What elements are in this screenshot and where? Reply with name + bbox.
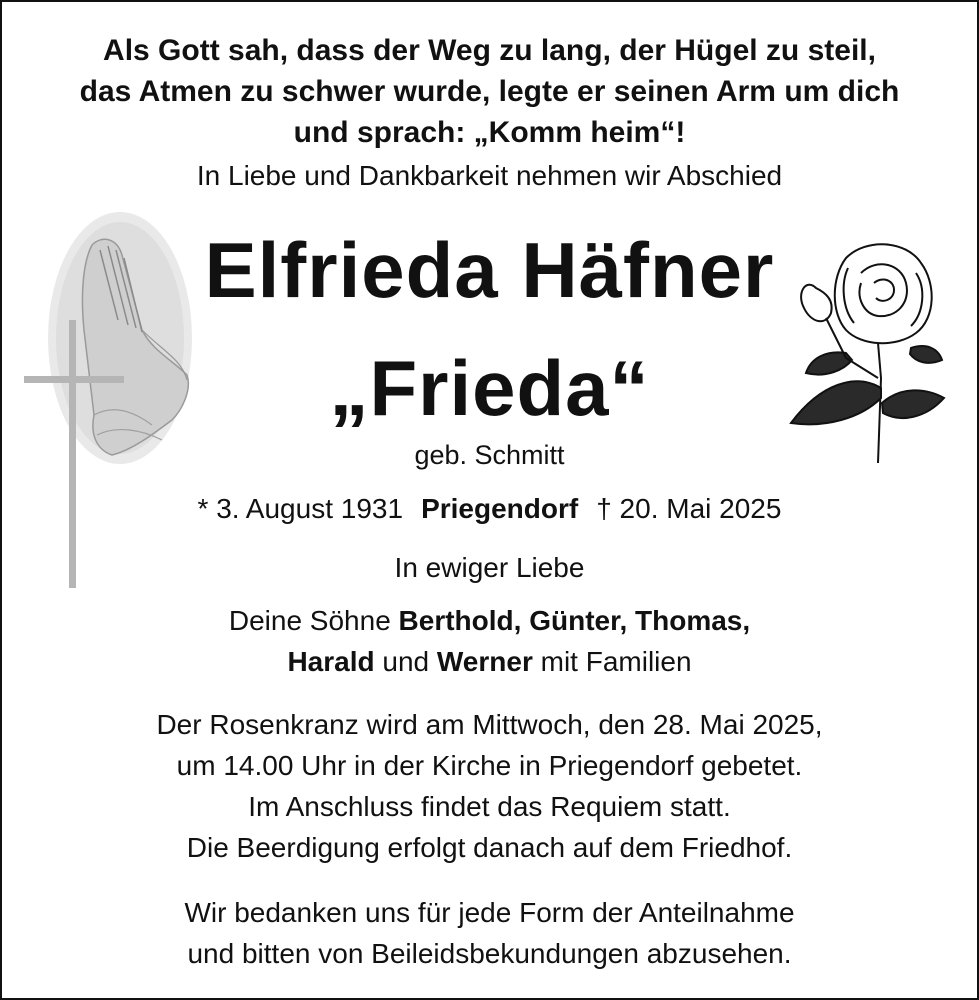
deceased-nickname: „Frieda“ xyxy=(329,344,650,432)
family-names: Berthold, Günter, Thomas, xyxy=(398,605,751,636)
birth-name: geb. Schmitt xyxy=(414,440,565,470)
service-line: Der Rosenkranz wird am Mittwoch, den 28. Mai 2025, xyxy=(156,709,823,740)
death-date: † 20. Mai 2025 xyxy=(596,493,782,524)
family-name: Werner xyxy=(436,646,533,677)
service-line: Im Anschluss findet das Requiem statt. xyxy=(248,791,731,822)
family-signature xyxy=(0,600,979,682)
family-conjunction: und xyxy=(382,646,430,677)
family-prefix: Deine Söhne xyxy=(228,605,391,636)
poem xyxy=(0,30,979,153)
family-line-1 xyxy=(0,600,979,641)
intro-text: In Liebe und Dankbarkeit nehmen wir Abschied xyxy=(196,160,783,191)
family-name: Harald xyxy=(287,646,375,677)
thanks-line: und bitten von Beileidsbekundungen abzusehen. xyxy=(187,938,792,969)
service-line: Die Beerdigung erfolgt danach auf dem Friedhof. xyxy=(186,832,793,863)
family-line-2 xyxy=(0,641,979,682)
in-eternal-love: In ewiger Liebe xyxy=(394,552,585,583)
poem-line: Als Gott sah, dass der Weg zu lang, der Hügel zu steil, xyxy=(103,34,876,67)
life-dates xyxy=(0,493,979,525)
place-of-birth: Priegendorf xyxy=(421,493,579,524)
thanks-line: Wir bedanken uns für jede Form der Anteilnahme xyxy=(184,897,795,928)
thanks-text xyxy=(0,892,979,974)
poem-line: und sprach: „Komm heim“! xyxy=(293,116,686,149)
family-suffix: mit Familien xyxy=(540,646,692,677)
service-info xyxy=(0,704,979,868)
birth-date: * 3. August 1931 xyxy=(197,493,404,524)
rose-icon xyxy=(786,238,946,466)
service-line: um 14.00 Uhr in der Kirche in Priegendorf gebetet. xyxy=(176,750,803,781)
poem-line: das Atmen zu schwer wurde, legte er seinen Arm um dich xyxy=(79,75,900,108)
deceased-name: Elfrieda Häfner xyxy=(204,226,775,314)
